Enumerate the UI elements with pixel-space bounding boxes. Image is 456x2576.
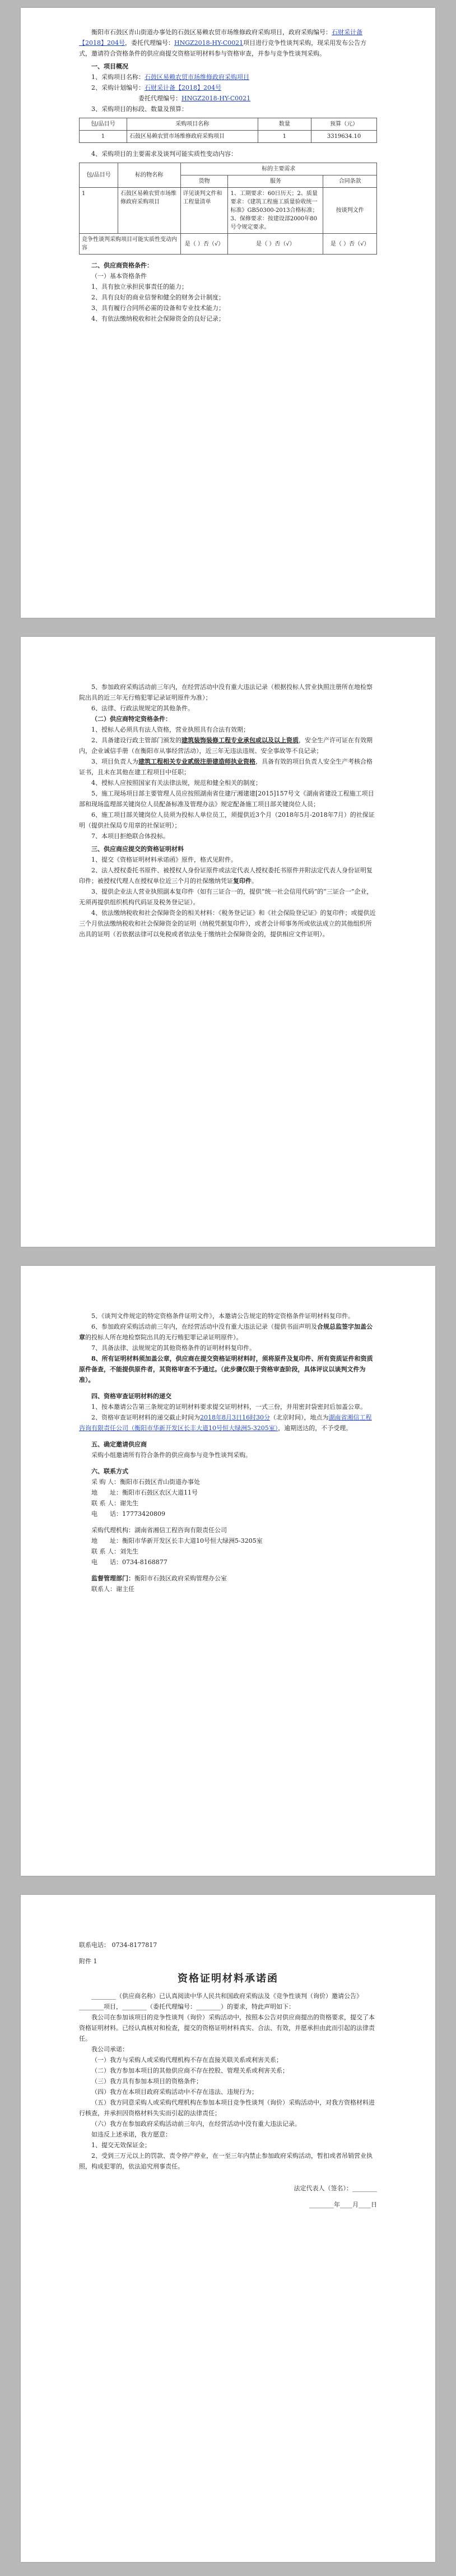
supervisor-name: 监督管理部门：衡阳市石鼓区政府采购管理办公室 [91, 1575, 227, 1582]
basic-item-1: 1、具有独立承担民事责任的能力； [91, 283, 188, 290]
section-3-heading: 三、供应商应提交的资格证明材料 [91, 845, 184, 853]
item-2b: 委托代理编号：HNGZ2018-HY-C0021 [138, 95, 251, 102]
section-4-heading: 四、资格审查证明材料的递交 [91, 1393, 171, 1400]
pledge-item: （六）我方在参加政府采购活动前三年内，在经营活动中没有重大违法记录。 [91, 2120, 301, 2128]
table-header: 合同条款 [323, 175, 377, 188]
table-header: 包/品目号 [80, 163, 118, 188]
annex-label: 附件 1 [79, 1958, 97, 1965]
budget-table [79, 118, 377, 143]
cert-item-1: 1、提交《资格证明材料承诺函》原件，格式见附件。 [91, 856, 237, 863]
pledge-item: 1、提交无效保证金； [91, 2142, 151, 2149]
buyer-phone: 电 话：17773420809 [91, 1510, 165, 1518]
pledge-para-2: 我公司在参加该项目的竞争性谈判（询价）采购活动中，按照本公告对供应商提出的资格要求，提交了本资格证明材料。已经认真核对和检查，提交的资格证明材料真实、合法、有效，并愿承担由此而引起的法律责任。 [79, 2014, 375, 2042]
agency-contact: 联 系 人：刘先生 [91, 1548, 138, 1555]
table-row: 竞争性谈判采购项目可能实质性变动内容 是（ ）否（√） 是（ ）否（√） 是（ ）否（√） [80, 234, 377, 255]
contact-phone: 联系电话： 0734-8177817 [79, 1941, 157, 1949]
table-header: 数量 [258, 118, 311, 131]
intro-paragraph: 衡阳市石鼓区青山街道办事处的石鼓区易赖农贸市场维修政府采购项目，政府采购编号：石财采计备【2018】204号，委托代理编号：HNGZ2018-HY-C0021项目进行竞争性谈判采购，现采用发布公告方式，邀请符合资格条件的供应商提交资格证明材料参与资格审查，并参与竞争性谈判采购。 [79, 29, 367, 57]
specific-item-3: 3、项目负责人为建筑工程相关专业贰级注册建造师执业资格，具备有效的项目负责人安全生产考核合格证书，且未在其他在建工程项目中任职； [79, 758, 373, 776]
buyer-name: 采 购 人：衡阳市石鼓区青山街道办事处 [91, 1478, 200, 1486]
table-header: 标的主要需求 [180, 163, 376, 175]
table-header: 服务 [228, 175, 323, 188]
pledge-item: （五）我方同意采购人或采购代理机构在参加本项目竞争性谈判（询价）采购活动中，对我方资格材料进行核查，并承担因资格材料失实而引起的法律责任； [79, 2099, 375, 2117]
basic-item-6: 6、法律、行政法规规定的其他条件。 [91, 705, 194, 712]
date-line: ________年____月____日 [309, 2201, 377, 2208]
pledge-para-1: ________（供应商名称）已认真阅读中华人民共和国政府采购法及《竞争性谈判（询价）邀请公告》________项目，________（委托代理编号：________）的要求，特此声明如下： [79, 1992, 362, 2010]
basic-item-5: 5、参加政府采购活动前三年内，在经营活动中没有重大违法记录（根据投标人营业执照注册所在地检察院出具的近三年无行贿犯罪记录证明原件为准）； [79, 683, 373, 701]
table-header: 包/品目号 [80, 118, 127, 131]
table-header: 标的物名称 [118, 163, 181, 188]
pledge-item: （二）我方参加本项目的其他供应商不存在控股、管理关系或利害关系； [91, 2067, 289, 2074]
annex-title: 资格证明材料承诺函 [178, 1973, 278, 1985]
section-5-heading: 五、确定邀请供应商 [91, 1441, 147, 1448]
cert-item-5: 5、《谈判文件规定的特定资格条件证明文件》，本邀请公告规定的特定资格条件证明材料复印件。 [91, 1312, 354, 1320]
agency-address: 地 址：衡阳市华新开发区长丰大道10号恒大绿洲5-3205室 [91, 1537, 263, 1544]
submit-item-1: 1、按本邀请公告第三条规定的证明材料要求提交证明材料，一式三份，并用密封袋密封后加盖公章。 [91, 1403, 366, 1410]
supervisor-contact: 联系人：谢主任 [91, 1585, 134, 1593]
pledge-item: 2、受到三万元以上的罚款、责令停产停业，在一至三年内禁止参加政府采购活动，暂扣或者吊销营业执照，构成犯罪的，依法追究刑事责任。 [79, 2152, 373, 2170]
pledge-item: （四）我方在本项目政府采购活动中不存在违法、违规行为； [91, 2088, 258, 2096]
cert-item-6: 6、参加政府采购活动前三年内，在经营活动中没有重大违法记录（提供书面声明及合规总监签字加盖公章的投标人所在地检察院出具的无行贿犯罪记录证明原件）。 [79, 1323, 373, 1341]
pledge-item: 如违反上述承诺，我方愿意： [91, 2131, 171, 2138]
invite-text: 采购小组邀请所有符合条件的供应商参与竞争性谈判采购。 [91, 1451, 252, 1459]
table-row: 1 石鼓区易赖农贸市场维修政府采购项目 1 3319634.10 [80, 131, 377, 143]
cert-item-4: 4、依法缴纳税收和社会保障资金的相关材料：《税务登记证》和《社会保险登记证》的复印件；或提供近三个月依法缴纳税收和社会保障资金的证明（纳税凭据复印件），或者会计师事务所或依法成立的其他组织所出具的证明（若依据法律可以免税或者依法免于缴纳社会保障资金的，提供相应文件证明）。 [79, 909, 376, 938]
item-3: 3、采购项目的标段、数量及预算： [91, 105, 188, 113]
requirements-table [79, 163, 377, 255]
section-2-heading: 二、供应商资格条件： [91, 262, 153, 269]
signature-line: 法定代表人（签名）：________ [294, 2185, 377, 2192]
pledge-item: （一）我方与采购人或采购代理机构不存在直接关联关系或利害关系； [91, 2056, 282, 2064]
cert-item-2: 2、法人授权委托书原件、被授权人身份证原件或法定代表人授权委托书原件并附法定代表人身份证明复印件；被授权代理人在授权单位近三个月的社保缴纳凭证复印件。 [79, 867, 373, 885]
section-1-heading: 一、项目概况 [91, 63, 128, 70]
submit-item-2: 2、资格审查证明材料的递交截止时间为2018年8月3日16时30分（北京时间），地点为湖南省湘信工程咨询有限责任公司（衡阳市华新开发区长丰大道10号恒大绿洲5-3205室），逾期送达的，不予受理。 [79, 1414, 372, 1432]
table-header: 货物 [180, 175, 228, 188]
cert-item-8: 8、所有证明材料须加盖公章，供应商在提交资格证明材料时，须将原件及复印件、所有资质证件和资质原件备查，不能提供原件者，其资格审查不予通过。（此步骤仅限于资格审查阶段，具体评议以谈判文件为准）。 [79, 1355, 373, 1384]
specific-item-1: 1、授标人必须具有法人资格，营业执照具有合法有效期； [91, 726, 249, 733]
table-header: 采购项目名称 [127, 118, 258, 131]
cert-item-7: 7、具备法律、法规规定的其他资格条件的证明材料复印件。 [91, 1344, 255, 1352]
buyer-address: 地 址：衡阳市石鼓区农区大道11号 [91, 1489, 198, 1496]
specific-item-4: 4、授标人应按照国家有关法律法规，规范和健全相关的制度； [91, 779, 262, 787]
item-1: 1、采购项目名称：石鼓区易赖农贸市场维修政府采购项目 [91, 73, 249, 81]
buyer-contact: 联 系 人：谢先生 [91, 1500, 138, 1507]
cert-item-3: 3、提供企业法人营业执照副本复印件（如有三证合一的，提供“统一社会信用代码”的“三证合一”企业，无须再提供组织机构代码证及税务登记证）。 [79, 888, 373, 906]
basic-item-3: 3、具有履行合同所必需的设备和专业技术能力； [91, 304, 225, 312]
item-4: 4、采购项目的主要需求及谈判可能实质性变动内容： [91, 150, 237, 158]
section-6-heading: 六、联系方式 [91, 1468, 128, 1475]
item-2: 2、采购计划编号：石财采计备【2018】204号 [91, 84, 221, 91]
pledge-item: （三）我方具有参加本项目的资格条件； [91, 2078, 202, 2085]
page-1 [21, 8, 435, 618]
basic-item-4: 4、有依法缴纳税收和社会保障资金的良好记录； [91, 315, 225, 322]
specific-item-7: 7、本项目拒绝联合体投标。 [91, 833, 169, 840]
agency-phone: 电 话：0734-8168877 [91, 1558, 167, 1566]
table-header: 预算（元） [311, 118, 377, 131]
agency-name: 采购代理机构：湖南省湘信工程咨询有限责任公司 [91, 1527, 227, 1534]
subsection-basic: （一）基本资格条件 [91, 272, 147, 280]
basic-item-2: 2、具有良好的商业信誉和健全的财务会计制度； [91, 294, 225, 301]
specific-item-6: 6、施工项目部关键岗位人员须为投标人单位员工，须提供近3个月（2018年5月-2018年7月）的社保证明（提供社保局专用章的社保证明）； [79, 811, 375, 829]
specific-item-5: 5、施工现场项目部主要管理人员应按照湖南省住建厅湘建建[2015]157号文《湖南省建设工程施工项目部和现场监理部关键岗位人员配备标准及管理办法》规定配备施工项目部关键岗位人员； [79, 790, 374, 808]
table-row: 1 石鼓区易赖农贸市场维修政府采购项目 详见谈判文件和工程量清单 1、工期要求：60日历天；2、质量要求：《建筑工程施工质量验收统一标准》GB50300-2013合格标准；3、保修要求：按建设部2000年80号令规定要求。 按谈判文件 [80, 188, 377, 234]
pledge-para-3: 我公司承诺： [91, 2046, 128, 2053]
page-2 [21, 637, 435, 1247]
page-3 [21, 1266, 435, 1876]
specific-item-2: 2、具备建设行政主管部门颁发的建筑装饰装修工程专业承包或以及以上资质，安全生产许可证在有效期内，企业诚信手册（在衡阳市从事经营活动），近三年无违法违规、安全事故等不良记录； [79, 737, 373, 755]
subsection-specific: （二）供应商特定资格条件： [91, 715, 171, 723]
page-4 [21, 1895, 435, 2562]
